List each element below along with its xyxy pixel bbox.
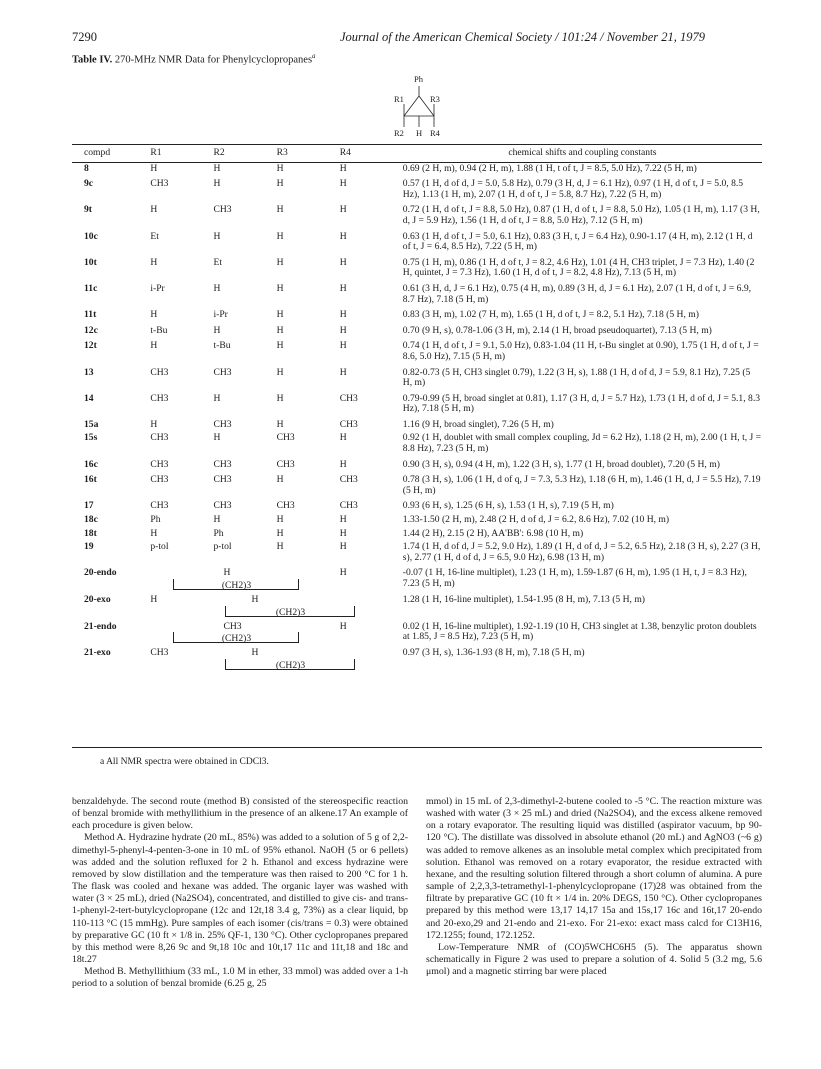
- cell-r2: H: [213, 178, 221, 190]
- cell-compd: 12c: [84, 324, 98, 336]
- cell-compd: 17: [84, 500, 94, 512]
- cell-r2: i-Pr: [213, 309, 228, 321]
- page-number: 7290: [72, 30, 97, 44]
- table-label: Table IV.: [72, 54, 113, 66]
- cell-r4: H: [339, 514, 347, 526]
- table-row: [72, 541, 762, 565]
- col-shifts: chemical shifts and coupling constants: [403, 146, 762, 162]
- cell-r1: H: [150, 309, 158, 321]
- cell-r4: H: [339, 178, 347, 190]
- cell-r4: H: [339, 366, 347, 378]
- cell-shifts: 1.33-1.50 (2 H, m), 2.48 (2 H, d of d, J = 6.2, 8.6 Hz), 7.02 (10 H, m): [402, 514, 670, 526]
- cell-r2: H: [213, 282, 221, 294]
- cell-r2: H: [213, 392, 221, 404]
- cell-r3: H: [276, 474, 284, 486]
- cell-r3: H: [276, 309, 284, 321]
- table-row: [72, 307, 762, 323]
- table-row: [72, 162, 762, 176]
- table-footnote: a All NMR spectra were obtained in CDCl3.: [100, 757, 269, 767]
- cell-compd: 15s: [84, 432, 98, 444]
- cell-shifts: 0.72 (1 H, d of t, J = 8.8, 5.0 Hz), 0.87 (1 H, d of t, J = 8.8, 5.0 Hz), 1.05 (1 H, m), 1.17 (3 H, d, J = 5.9 Hz), 1.56 (1 H, d of t, J = 8.8, 5.0 Hz), 7.12 (5 H, m): [402, 204, 760, 226]
- table-row-bridged: [72, 592, 762, 619]
- cell-shifts: 0.63 (1 H, d of t, J = 5.0, 6.1 Hz), 0.83 (3 H, t, J = 6.4 Hz), 0.90-1.17 (4 H, m), 2.12 (1 H, d of t, J = 6.4, 8.5 Hz), 7.22 (5 H, m): [402, 230, 753, 253]
- cell-r1: H: [150, 256, 158, 268]
- table-title-footnote-mark: a: [312, 52, 316, 60]
- cell-shifts: 1.16 (9 H, broad singlet), 7.26 (5 H, m): [402, 418, 554, 430]
- cell-r2: Ph: [213, 527, 224, 539]
- cell-r4: H: [339, 527, 347, 539]
- cell-bridge-substituent: CH3: [223, 620, 242, 632]
- cell-r4: H: [339, 620, 347, 632]
- cell-r1: CH3: [150, 458, 169, 470]
- cell-compd: 16t: [84, 474, 97, 486]
- structure-ph: Ph: [414, 74, 423, 84]
- col-r1: R1: [150, 146, 213, 162]
- table-row: [72, 457, 762, 473]
- cell-r1: Et: [150, 230, 159, 242]
- cell-r1: Ph: [150, 514, 161, 526]
- cyclopropane-ring-drawing: [384, 72, 454, 140]
- cell-r4: H: [339, 256, 347, 268]
- cell-r3: CH3: [276, 458, 295, 470]
- cell-r2: H: [213, 324, 221, 336]
- cell-r1: CH3: [150, 474, 169, 486]
- cell-r1: CH3: [150, 647, 169, 659]
- cell-bridge-group: (CH2)3: [173, 632, 299, 643]
- cell-r4: H: [339, 309, 347, 321]
- cell-shifts: 0.74 (1 H, d of t, J = 9.1, 5.0 Hz), 0.83-1.04 (11 H, t-Bu singlet at 0.90), 1.75 (1 H, d of t, J = 8.6, 5.0 Hz), 7.15 (5 H, m): [402, 340, 759, 362]
- table-header-row: [72, 146, 762, 162]
- paragraph: benzaldehyde. The second route (method B) consisted of the stereospecific reaction of benzal bromide with methyllithium in the presence of an alkene.17 An example of each procedure is given below.: [72, 796, 408, 832]
- cell-compd: 9c: [84, 178, 94, 190]
- cell-bridge: [213, 645, 339, 672]
- cell-r2: CH3: [213, 366, 232, 378]
- table-row: [72, 202, 762, 228]
- table-row-bridged: [72, 619, 762, 646]
- cell-r1: CH3: [150, 178, 169, 190]
- cell-r2: H: [213, 230, 221, 242]
- structure-h: H: [416, 128, 423, 138]
- cell-r4: [340, 592, 403, 619]
- cell-shifts: 0.57 (1 H, d of d, J = 5.0, 5.8 Hz), 0.79 (3 H, d, J = 6.1 Hz), 0.97 (1 H, d of t, J = 5.0, 8.5 Hz), 1.13 (1 H, m), 2.07 (1 H, d of t, J = 5.8, 8.7 Hz), 7.22 (5 H, m): [402, 178, 744, 200]
- table-row: [72, 417, 762, 433]
- table-title: [72, 52, 316, 66]
- table-body: [72, 162, 762, 672]
- cell-shifts: 0.92 (1 H, doublet with small complex coupling, Jd = 6.2 Hz), 1.18 (2 H, m), 2.00 (1 H, t, J = 8.8 Hz), 7.23 (5 H, m): [402, 432, 762, 455]
- paragraph: mmol) in 15 mL of 2,3-dimethyl-2-butene cooled to -5 °C. The reaction mixture was washed with water (3 × 25 mL) and dried (Na2SO4), and the excess alkene removed on a rotary evaporator. The resulting liquid was distilled (aspirator vacuum, bp 90-120 °C). The distillate was dissolved in absolute ethanol (20 mL) and AgNO3 (~6 g) was added to remove alkenes as an insoluble metal complex which precipitated from solution. Ethanol was removed on a rotary evaporator, the residue extracted with hexane, and the resulting solution filtered through a short column of alumina. A pure sample of 2,2,3,3-tetramethyl-1-phenylcyclopropane (17)28 was obtained from the filtrate by preparative GC (10 ft × 1/4 in. 20% DEGS, 150 °C). Other cyclopropanes prepared by this method were 13,17 14,17 15a and 15s,17 16c and 16t,17 20-endo and 20-exo,29 and 21-endo and 21-exo. For 21-exo: exact mass calcd for C13H16, 172.1255; found, 172.1252.: [426, 796, 762, 941]
- col-r4: R4: [340, 146, 403, 162]
- cell-bridge-substituent: H: [223, 567, 231, 579]
- cell-shifts: 0.90 (3 H, s), 0.94 (4 H, m), 1.22 (3 H, s), 1.77 (1 H, broad doublet), 7.20 (5 H, m): [402, 458, 720, 470]
- cell-r1: CH3: [150, 366, 169, 378]
- cell-r4: H: [339, 230, 347, 242]
- cell-compd: 18c: [84, 514, 98, 526]
- cell-r1: H: [150, 204, 158, 216]
- cell-r4: H: [339, 282, 347, 294]
- cell-r3: H: [276, 392, 284, 404]
- running-head: Journal of the American Chemical Society / 101:24 / November 21, 1979: [340, 30, 705, 44]
- paragraph: Method A. Hydrazine hydrate (20 mL, 85%) was added to a solution of 5 g of 2,2-dimethyl-5-phenyl-4-penten-3-one in 10 mL of 95% ethanol. NaOH (5 or 6 pellets) was added and the solution refluxed for 2 h. Ethanol and excess hydrazine were removed by slow distillation and the temperature was then raised to 200 °C for 1 h. The flask was cooled and hexane was added. The organic layer was washed with water (3 × 25 mL), dried (Na2SO4), concentrated, and distilled to give cis- and trans-1-phenyl-2-tert-butylcyclopropane (12c and 12t,18 3.4 g, 73%) as a clear liquid, bp 110-113 °C (15 mmHg). Pure samples of each isomer (cis/trans = 0.3) were obtained by preparative GC (10 ft × 1/8 in. 25% QF-1, 130 °C). Other cyclopropanes prepared by this method were 8,26 9c and 9t,18 10c and 10t,17 11c and 11t,18 and 18c and 18t.27: [72, 832, 408, 966]
- cell-r4: H: [339, 324, 347, 336]
- cell-bridge-group: (CH2)3: [225, 659, 355, 670]
- cell-r1: CH3: [150, 392, 169, 404]
- cell-compd: 11c: [84, 282, 98, 294]
- table-bottom-rule: [72, 747, 762, 748]
- cell-r2: Et: [213, 256, 222, 268]
- cell-shifts: 1.28 (1 H, 16-line multiplet), 1.54-1.95 (8 H, m), 7.13 (5 H, m): [402, 594, 646, 605]
- col-r3: R3: [277, 146, 340, 162]
- cell-r2: CH3: [213, 204, 232, 216]
- cell-bridge: [213, 619, 339, 646]
- cell-r4: H: [339, 204, 347, 216]
- cell-shifts: 0.78 (3 H, s), 1.06 (1 H, d of q, J = 7.3, 5.3 Hz), 1.18 (6 H, m), 1.46 (1 H, d, J = 5.5 Hz), 7.19 (5 H, m): [402, 474, 761, 496]
- table-row: [72, 281, 762, 307]
- cell-shifts: 0.79-0.99 (5 H, broad singlet at 0.81), 1.17 (3 H, d, J = 5.7 Hz), 1.73 (1 H, d of d, J = 5.1, 8.3 Hz), 7.18 (5 H, m): [402, 392, 761, 415]
- body-column-left: [72, 796, 408, 991]
- cell-r2: H: [213, 162, 221, 174]
- cell-r2: CH3: [213, 458, 232, 470]
- cell-r1: H: [150, 340, 158, 352]
- cell-shifts: 1.74 (1 H, d of d, J = 5.2, 9.0 Hz), 1.89 (1 H, d of d, J = 5.2, 6.5 Hz), 2.18 (3 H, s), 2.27 (3 H, s), 2.77 (1 H, d of d, J = 6.5, 9.0 Hz), 6.98 (13 H, m): [402, 541, 761, 563]
- cell-r2: H: [213, 432, 221, 444]
- cell-compd: 20-endo: [84, 567, 117, 579]
- cell-r1: p-tol: [150, 541, 169, 553]
- cell-r2: p-tol: [213, 541, 232, 553]
- cell-r1: CH3: [150, 500, 169, 512]
- cell-shifts: 0.83 (3 H, m), 1.02 (7 H, m), 1.65 (1 H, d of t, J = 8.2, 5.1 Hz), 7.18 (5 H, m): [402, 309, 699, 321]
- cell-r1: t-Bu: [150, 324, 168, 336]
- cell-compd: 12t: [84, 340, 97, 352]
- cell-r4: CH3: [339, 500, 358, 512]
- cell-r4: H: [339, 541, 347, 553]
- cell-r4: CH3: [339, 392, 358, 404]
- cell-r1: H: [150, 527, 158, 539]
- cell-r3: H: [276, 418, 284, 430]
- table-row: [72, 472, 762, 498]
- table-row: [72, 255, 762, 281]
- cell-r2: CH3: [213, 500, 232, 512]
- cell-r3: H: [276, 282, 284, 294]
- table-row: [72, 338, 762, 364]
- cell-r3: H: [276, 178, 284, 190]
- cell-bridge-substituent: H: [251, 594, 259, 605]
- cell-compd: 19: [84, 541, 94, 553]
- cell-compd: 14: [84, 392, 94, 404]
- cell-r4: H: [339, 432, 347, 444]
- cell-compd: 10c: [84, 230, 98, 242]
- cell-r4: H: [339, 458, 347, 470]
- table-row: [72, 498, 762, 514]
- cell-r3: H: [276, 527, 284, 539]
- cell-bridge: [213, 565, 339, 592]
- table-row: [72, 528, 762, 542]
- cell-compd: 9t: [84, 204, 92, 216]
- cell-bridge-group: (CH2)3: [225, 606, 355, 617]
- cell-r3: H: [276, 256, 284, 268]
- paragraph: Method B. Methyllithium (33 mL, 1.0 M in ether, 33 mmol) was added over a 1-h period to a solution of benzal bromide (6.25 g, 25: [72, 966, 408, 990]
- structure-r4: R4: [430, 128, 440, 138]
- cell-r3: H: [276, 162, 284, 174]
- paragraph: Low-Temperature NMR of (CO)5WCHC6H5 (5). The apparatus shown schematically in Figure 2 was used to prepare a solution of 4. Solid 5 (3.2 mg, 5.6 μmol) and a magnetic stirring bar were placed: [426, 941, 762, 978]
- cell-shifts: 1.44 (2 H), 2.15 (2 H), AA'BB': 6.98 (10 H, m): [402, 527, 584, 539]
- table-row: [72, 391, 762, 417]
- cell-r3: H: [276, 514, 284, 526]
- cell-r1: CH3: [150, 432, 169, 444]
- cell-compd: 18t: [84, 527, 97, 539]
- cell-r3: H: [276, 541, 284, 553]
- cell-r4: H: [339, 567, 347, 579]
- cell-shifts: 0.02 (1 H, 16-line multiplet), 1.92-1.19 (10 H, CH3 singlet at 1.38, benzylic proton doublets at 1.85, J = 8.5 Hz), 7.23 (5 H, m): [402, 620, 757, 643]
- cell-compd: 20-exo: [84, 594, 111, 605]
- table-row-bridged: [72, 645, 762, 672]
- cell-r1: H: [150, 418, 158, 430]
- cell-r4: CH3: [339, 418, 358, 430]
- table-row: [72, 432, 762, 456]
- cell-compd: 8: [84, 162, 89, 174]
- cell-bridge-group: (CH2)3: [173, 579, 299, 590]
- cell-r3: H: [276, 230, 284, 242]
- cell-shifts: 0.61 (3 H, d, J = 6.1 Hz), 0.75 (4 H, m), 0.89 (3 H, d, J = 6.1 Hz), 2.07 (1 H, d of t, J = 6.9, 8.7 Hz), 7.18 (5 H, m): [402, 282, 752, 305]
- cell-r3: CH3: [276, 432, 295, 444]
- cell-r4: H: [339, 340, 347, 352]
- cell-compd: 11t: [84, 309, 97, 321]
- cell-shifts: 0.70 (9 H, s), 0.78-1.06 (3 H, m), 2.14 (1 H, broad pseudoquartet), 7.13 (5 H, m): [402, 324, 712, 336]
- cell-bridge: [213, 592, 339, 619]
- col-r2: R2: [213, 146, 276, 162]
- cell-compd: 21-exo: [84, 647, 111, 659]
- cyclopropane-structure: [384, 72, 454, 140]
- table-row: [72, 229, 762, 255]
- nmr-data-table: [72, 146, 762, 672]
- cell-r4: H: [339, 162, 347, 174]
- cell-r2: CH3: [213, 474, 232, 486]
- cell-r2: t-Bu: [213, 340, 231, 352]
- table-title-text: 270-MHz NMR Data for Phenylcyclopropanes: [114, 54, 313, 66]
- cell-r3: H: [276, 324, 284, 336]
- cell-r3: H: [276, 366, 284, 378]
- cell-r2: CH3: [213, 418, 232, 430]
- cell-bridge-substituent: H: [251, 647, 259, 659]
- cell-r1: H: [150, 594, 158, 605]
- cell-r2: H: [213, 514, 221, 526]
- cell-shifts: 0.97 (3 H, s), 1.36-1.93 (8 H, m), 7.18 (5 H, m): [402, 647, 585, 659]
- cell-compd: 16c: [84, 458, 98, 470]
- cell-r3: H: [276, 340, 284, 352]
- cell-r4: [340, 645, 403, 672]
- cell-r1: i-Pr: [150, 282, 165, 294]
- cell-shifts: 0.93 (6 H, s), 1.25 (6 H, s), 1.53 (1 H, s), 7.19 (5 H, m): [402, 500, 614, 512]
- cell-shifts: 0.82-0.73 (5 H, CH3 singlet 0.79), 1.22 (3 H, s), 1.88 (1 H, d of d, J = 5.9, 8.1 Hz), 7.25 (5 H, m): [402, 366, 751, 389]
- cell-compd: 21-endo: [84, 620, 117, 632]
- table-row: [72, 176, 762, 202]
- cell-compd: 13: [84, 366, 94, 378]
- cell-r3: CH3: [276, 500, 295, 512]
- table-top-rule: [72, 144, 762, 145]
- body-column-right: [426, 796, 762, 978]
- cell-shifts: 0.69 (2 H, m), 0.94 (2 H, m), 1.88 (1 H, t of t, J = 8.5, 5.0 Hz), 7.22 (5 H, m): [402, 162, 697, 174]
- structure-r3: R3: [430, 94, 440, 104]
- cell-shifts: -0.07 (1 H, 16-line multiplet), 1.23 (1 H, m), 1.59-1.87 (6 H, m), 1.95 (1 H, t, J = 8.3 Hz), 7.23 (5 H, m): [402, 567, 747, 589]
- col-compd: compd: [72, 146, 150, 162]
- table-row: [72, 323, 762, 339]
- structure-r1: R1: [394, 94, 404, 104]
- cell-r1: H: [150, 162, 158, 174]
- table-row: [72, 365, 762, 391]
- structure-r2: R2: [394, 128, 404, 138]
- cell-compd: 10t: [84, 256, 97, 268]
- cell-r4: CH3: [339, 474, 358, 486]
- cell-shifts: 0.75 (1 H, m), 0.86 (1 H, d of t, J = 8.2, 4.6 Hz), 1.01 (4 H, CH3 triplet, J = 7.3 Hz), 1.40 (2 H, quintet, J = 7.3 Hz), 1.60 (1 H, d of t, J = 8.2, 4.8 Hz), 7.13 (5 H, m): [402, 256, 755, 279]
- table-row-bridged: [72, 565, 762, 592]
- cell-r3: H: [276, 204, 284, 216]
- cell-compd: 15a: [84, 418, 99, 430]
- table-row: [72, 514, 762, 528]
